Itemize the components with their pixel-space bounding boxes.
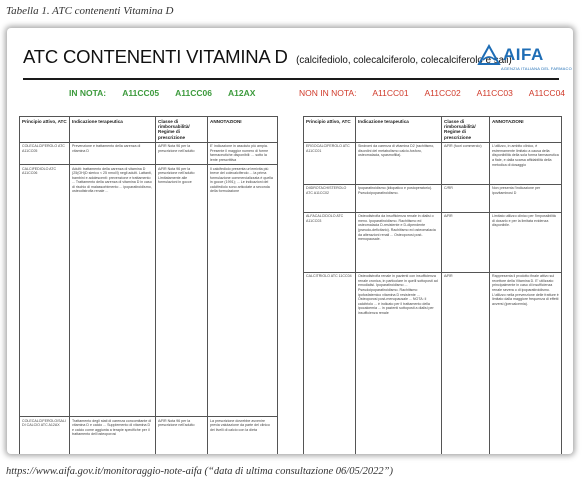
non-in-nota-table [303,116,562,454]
table-cell: Osteodistrofia renale in pazienti con insufficienza renale cronica, in particolare in quelli sottoposti ad emodialisi. Ipoparatiroidismo ... Pseudoipoparatiroidismo. Rachitismo ipofosfatemico vitamina D resistente ... Osteoporosi post-menopausale ... NOTA: il calcitriolo ... è indicato per il trattamento della ipocalcemia ... in pazienti sottoposti a dialisi per insufficienza renale [356,272,442,454]
column-header: Classe di rimborsabilità/ Regime di prescrizione [442,117,490,143]
table-cell: CALCITRIOLO ATC 11CC04 [304,272,356,454]
table-cell: Non presenta l'indicazione per ipovitaminosi D [490,184,562,212]
slide-subtitle: (calcifediolo, colecalciferolo, colecalciferolo e sali) [296,55,512,66]
table-cell: E' indicazione in assoluto più ampia. Presente il maggior numero di forme farmaceutiche disponibili: ... sotto la lente prescrittiva [208,142,278,164]
table-cell: Trattamento degli stati di carenza concomitante di vitamina D e calcio ... Supplemento di vitamina D e calcio come aggiunta a terapie specifiche per il trattamento dell'osteoporosi [70,417,156,455]
slide-title: ATC CONTENENTI VITAMINA D [23,46,288,67]
aifa-logo [477,44,572,78]
column-header: ANNOTAZIONI [490,117,562,143]
table-cell: A/RR [442,272,490,454]
table-cell: CALCIFEDIOLO ATC A11CC06 [20,165,70,417]
slide-title-row [23,46,553,68]
table-row [304,272,562,454]
table-row [20,165,278,417]
non-in-nota-row [299,88,573,98]
slide-card [7,28,573,454]
table-cell: A/RR Nota 96 per la prescrizione nell'adulto [156,142,208,164]
in-nota-label: IN NOTA: [69,88,107,98]
table-cell: Sindromi da carenza di vitamina D2 (rachitismo, disordini del metabolismo calcio-fosforo, osteomalacia, spasmofilia). [356,142,442,184]
non-in-nota-code: A11CC02 [424,88,461,98]
column-header: ANNOTAZIONI [208,117,278,143]
column-header: Principio attivo, ATC [304,117,356,143]
in-nota-code: A12AX [228,88,256,98]
table-cell: Limitato utilizzo clinico per l'impossibilità di dosarlo e per la limitata evidenza disponibile. [490,212,562,272]
table-cell: L'utilizzo, in ambito clinico, è estremamente limitato a causa della disponibilità della sola forma farmaceutica a fiale, e dalla scarsa affidabilità della metodica di dosaggio [490,142,562,184]
table-cell: A/RR Nota 96 per la prescrizione nell'adulto [156,417,208,455]
table-cell: ALFACALCIDOLO ATC A11CC03 [304,212,356,272]
table-cell: Il calcifediolo presenta un'emivita più breve del colecalciferolo ... la prima formulazione commercializzata è quella in gocce (1991); ... Le indicazioni del calcifediolo sono articolate a seconda della formulazione [208,165,278,417]
table-cell: ERGOCALCIFEROLO ATC A11CC01 [304,142,356,184]
table-cell: Ipoparatiroidismo (idiopatico e postoperatorio). Pseudoipoparatiroidismo. [356,184,442,212]
non-in-nota-code: A11CC04 [528,88,566,98]
table-row [304,184,562,212]
table-cell: COLECALCIFEROLO/SALI DI CALCIO ATC A12AX [20,417,70,455]
title-divider [23,78,559,80]
logo-wordmark: AIFA [503,45,544,64]
table-row [20,417,278,455]
source-link[interactable]: https://www.aifa.gov.it/monitoraggio-note-aifa (“data di ultima consultazione 06/05/2022”) [6,466,393,477]
column-header: Classe di rimborsabilità/ Regime di prescrizione [156,117,208,143]
table-cell: A/RR Nota 96 per la prescrizione nell'adulto Limitatamente alle formulazioni in gocce [156,165,208,417]
column-header: Indicazione terapeutica [356,117,442,143]
table-cell: A/RR (fuori commercio) [442,142,490,184]
in-nota-row [69,88,269,98]
table-cell: COLECALCIFEROLO ATC A11CC05 [20,142,70,164]
logo-subtitle: AGENZIA ITALIANA DEL FARMACO [501,66,572,71]
table-caption: Tabella 1. ATC contenenti Vitamina D [6,5,174,17]
table-cell: C/RR [442,184,490,212]
table-cell: La prescrizione dovrebbe avvenire previa valutazione da parte del clinico dei livelli di calcio con la dieta [208,417,278,455]
table-row [304,142,562,184]
table-cell: A/RR [442,212,490,272]
in-nota-table [19,116,278,454]
table-row [304,212,562,272]
table-header-row [20,117,278,143]
table-cell: Rappresenta il prodotto finale attivo sul recettore della Vitamina D. E' utilizzato principalmente in caso di insufficienza renale severa o di ipoparatiroidismo. L'utilizzo nella prevenzione delle fratture è limitato dalla maggiore frequenza di effetti avversi (ipercalcemia). [490,272,562,454]
non-in-nota-code: A11CC03 [476,88,513,98]
table-cell: Osteodistrofia da insufficienza renale in dialisi o meno. Ipoparatiroidismo. Rachitismo ed osteomalacia D-resistente e D-dipendente (pseudo-deficitario). Rachitismo ed osteomalacia da alterazioni renali ... Osteoporosi post-menopausale. [356,212,442,272]
table-header-row [304,117,562,143]
table-cell: Prevenzione e trattamento della carenza di vitamina D [70,142,156,164]
column-header: Principio attivo, ATC [20,117,70,143]
non-in-nota-code: A11CC01 [372,88,409,98]
table-cell: Adulti: trattamento della carenza di vitamina D (25(OH)D sierico < 25 nmol/l) negli adulti. Lattanti, bambini e adolescenti: prevenzione e trattamento ... Trattamento della carenza di vitamina D in caso di rischio di malassorbimento ... ipoparatiroidismo, osteodistrofia renale ... [70,165,156,417]
table-cell: DIIDROTACHISTEROLO ATC A11CC02 [304,184,356,212]
aifa-logo-icon [477,44,501,66]
non-in-nota-label: NON IN NOTA: [299,88,357,98]
in-nota-code: A11CC06 [175,88,212,98]
in-nota-code: A11CC05 [122,88,160,98]
column-header: Indicazione terapeutica [70,117,156,143]
table-row [20,142,278,164]
